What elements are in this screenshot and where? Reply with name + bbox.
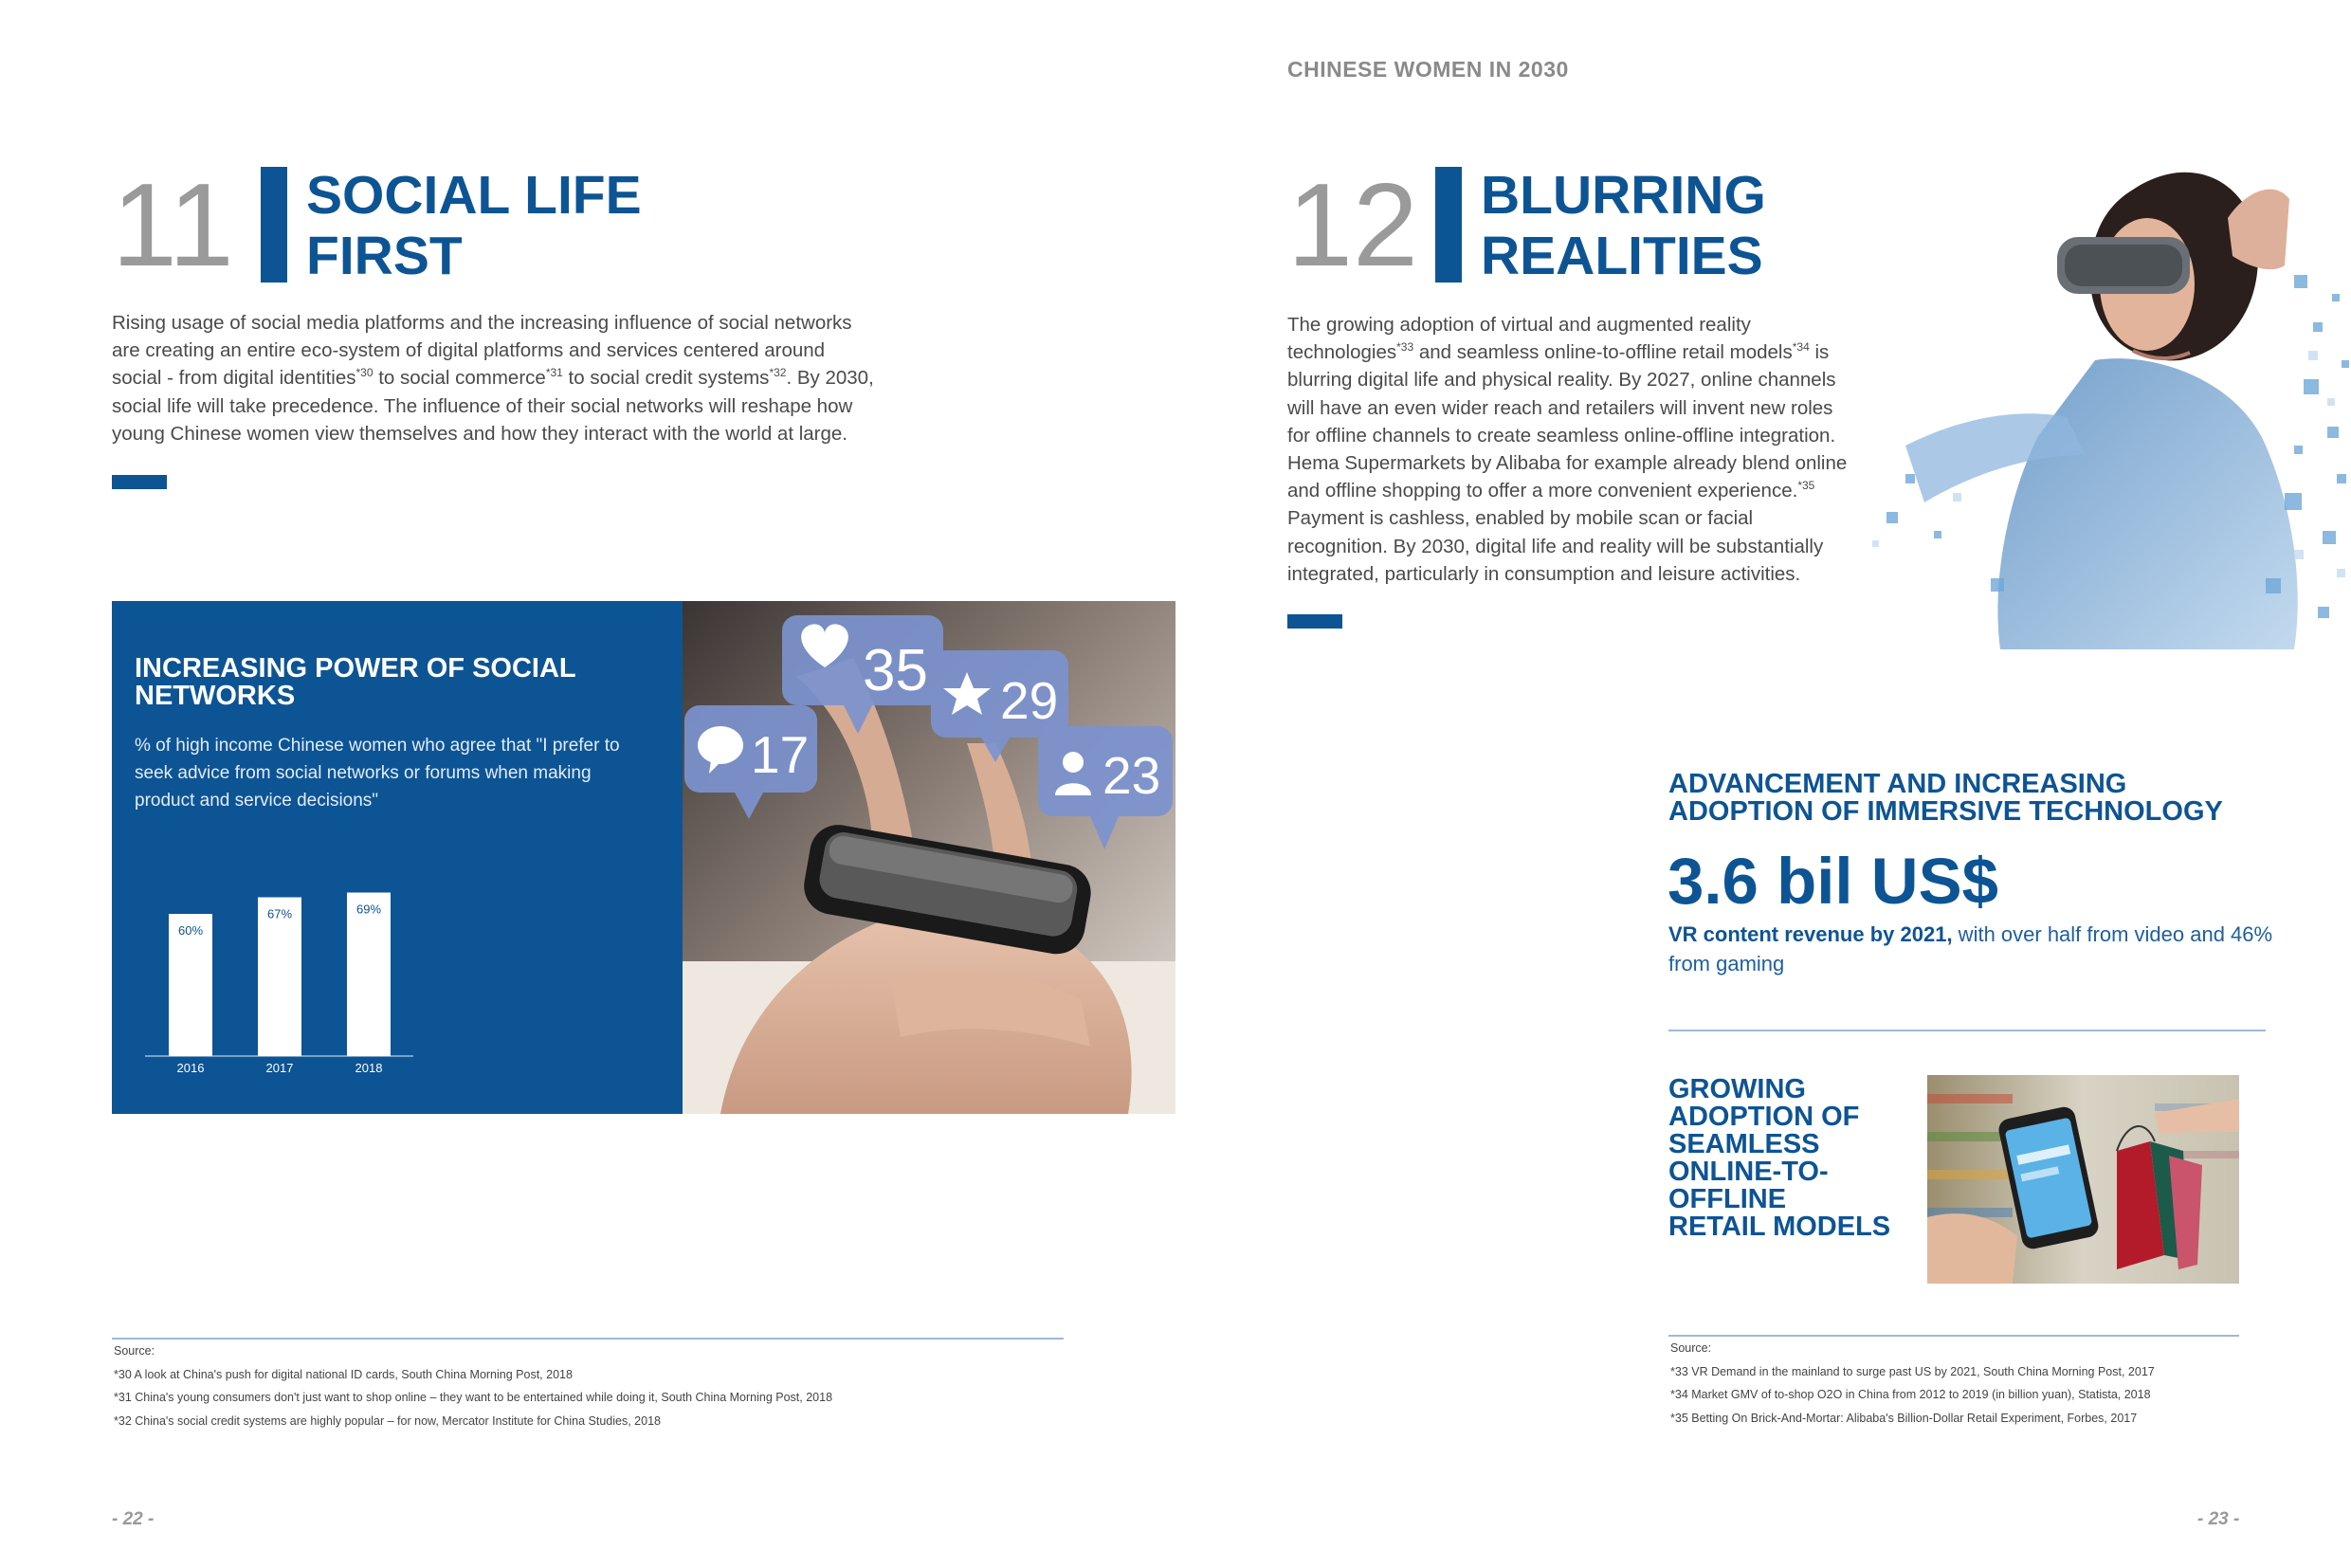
title-line: REALITIES: [1481, 226, 1763, 286]
body-text: The growing adoption of virtual and augmented reality technologies: [1287, 314, 1751, 364]
star-count: 29: [1000, 671, 1059, 730]
vr-revenue-figure: 3.6 bil US$: [1668, 845, 1998, 918]
vr-illustration: [1849, 133, 2351, 649]
body-text: . By 2030, social life will take precedence. The influence of their social networks will reshape how young Chinese women view themselves and how they interact with the world at large.: [112, 367, 874, 445]
section-title-social-life: [306, 165, 642, 286]
footnote-ref: *33: [1396, 340, 1414, 355]
source-item: *33 VR Demand in the mainland to surge past US by 2021, South China Morning Post, 2017: [1670, 1364, 2155, 1378]
body-text: Rising usage of social media platforms and the increasing influence of social networks are creating an entire eco-system of digital platforms and services centered around social - from digital identities: [112, 312, 852, 390]
source-label: Source:: [1670, 1341, 1712, 1355]
title-line: BLURRING: [1481, 165, 1766, 226]
footnote-ref: *35: [1797, 479, 1815, 493]
body-text: to social commerce: [373, 367, 546, 390]
vr-woman-image: [1849, 133, 2351, 649]
footnote-ref: *30: [355, 366, 374, 380]
o2o-heading: [1668, 1076, 1924, 1241]
section-number-12: 12: [1287, 160, 1418, 291]
desc-bold: VR content revenue by 2021,: [1668, 922, 1953, 946]
x-tick-label: 2017: [265, 1061, 294, 1075]
blurring-realities-body: [1287, 311, 1856, 588]
heading-line: RETAIL MODELS: [1668, 1212, 1891, 1242]
accent-bar: [1287, 614, 1342, 629]
source-item: *32 China's social credit systems are highly popular – for now, Mercator Institute for China Studies, 2018: [114, 1413, 661, 1428]
panel-title: INCREASING POWER OF SOCIAL NETWORKS: [135, 653, 576, 711]
right-sources: [1670, 1337, 2258, 1430]
bar-2018: [347, 893, 391, 1057]
footnote-ref: *34: [1792, 340, 1810, 355]
section-title-blurring-realities: [1481, 165, 1766, 286]
bar-value-label: 69%: [355, 902, 382, 917]
source-item: *31 China's young consumers don't just want to shop online – they want to be entertained while doing it, South China Morning Post, 2018: [114, 1391, 833, 1404]
comment-count: 17: [751, 725, 810, 784]
footnote-ref: *32: [769, 366, 787, 380]
accent-bar: [112, 475, 167, 489]
section-bar: [1435, 167, 1462, 283]
notification-bubbles: [683, 601, 1176, 1114]
heading-line: ADOPTION OF IMMERSIVE TECHNOLOGY: [1668, 796, 2223, 827]
page-number-right: - 23 -: [2197, 1509, 2240, 1529]
title-line: SOCIAL LIFE: [306, 165, 642, 226]
body-text: Payment is cashless, enabled by mobile scan or facial recognition. By 2030, digital life and reality will be substantially integrated, particularly in consumption and leisure activities.: [1287, 507, 1824, 585]
immersive-heading: [1668, 771, 2275, 826]
bar-value-label: 60%: [177, 923, 204, 938]
follower-count: 23: [1103, 746, 1161, 805]
source-item: *34 Market GMV of to-shop O2O in China from 2012 to 2019 (in billion yuan), Statista, 2018: [1670, 1388, 2151, 1401]
left-sources: [114, 1340, 1062, 1432]
source-item: *30 A look at China's push for digital national ID cards, South China Morning Post, 2018: [114, 1367, 573, 1381]
body-text: and seamless online-to-offline retail models: [1413, 341, 1793, 364]
source-label: Source:: [114, 1344, 155, 1358]
o2o-shopping-photo: [1927, 1075, 2239, 1284]
heading-line: ADOPTION OF: [1668, 1102, 1860, 1132]
o2o-illustration: [1927, 1075, 2239, 1284]
section-bar: [261, 167, 287, 283]
vr-revenue-description: [1668, 920, 2275, 978]
divider-rule: [1668, 1030, 2266, 1031]
source-item: *35 Betting On Brick-And-Mortar: Alibaba's Billion-Dollar Retail Experiment, Forbes, 2017: [1670, 1411, 2138, 1425]
body-text: is blurring digital life and physical reality. By 2027, online channels will have an even wider reach and retailers will invent new roles for offline channels to create seamless online-offline integration. Hema Supermarkets by Alibaba for example already blend online and offline shopping to offer a more convenient experience.: [1287, 341, 1848, 502]
heading-line: GROWING: [1668, 1074, 1806, 1104]
section-number-11: 11: [112, 160, 234, 291]
footnote-ref: *31: [545, 366, 563, 380]
heading-line: ADVANCEMENT AND INCREASING: [1668, 769, 2127, 799]
phone-social-photo: [683, 601, 1176, 1114]
heading-line: ONLINE-TO-OFFLINE: [1668, 1157, 1829, 1214]
bar-2017: [258, 898, 301, 1057]
bar-value-label: 67%: [266, 906, 293, 921]
social-networks-bar-chart: [112, 825, 683, 1109]
social-life-body: [112, 309, 880, 447]
title-line: FIRST: [306, 226, 463, 286]
panel-subtitle: % of high income Chinese women who agree that "I prefer to seek advice from social networks or forums when making product and service decisions": [135, 736, 620, 811]
heading-line: SEAMLESS: [1668, 1129, 1820, 1159]
page-number-left: - 22 -: [112, 1509, 155, 1529]
desc-rest: with over half from video and 46% from gaming: [1668, 922, 2273, 975]
x-tick-label: 2016: [176, 1061, 205, 1075]
body-text: to social credit systems: [562, 367, 770, 390]
x-tick-label: 2018: [355, 1061, 383, 1075]
running-header: CHINESE WOMEN IN 2030: [1287, 57, 1569, 82]
like-count: 35: [863, 638, 928, 703]
